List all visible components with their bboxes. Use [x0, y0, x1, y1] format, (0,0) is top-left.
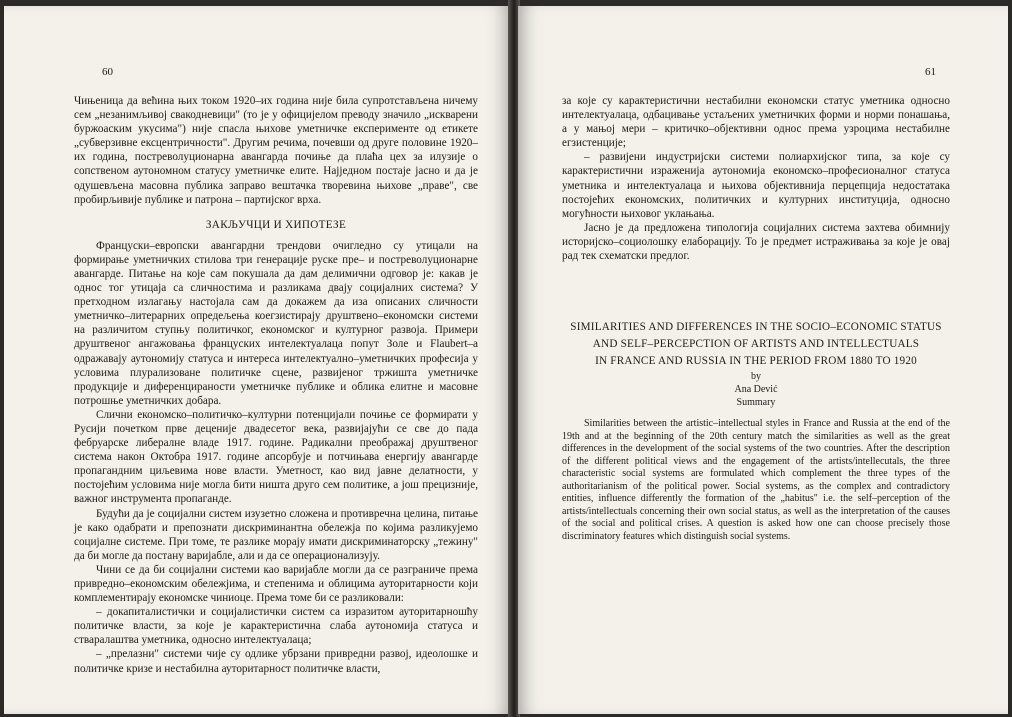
paragraph: Слични економско–политичко–културни потенцијали почиње се формирати у Русији почетком прве деценије двадесетог века, развијајући се све до пада фебруарске либералне владе 1917. године. Радикални преображај друштвеног система након Октобра 1917. године апсорбује и потчињава енергију авангарде пропагандним циљевима нове власти. Уметност, као вид јавне делатности, у постојећим условима није могла бити ништа друго сем политике, а још прецизније, важног инструмента пропаганде. — [74, 408, 478, 506]
list-item: – развијени индустријски системи полиархијског типа, за које су карактеристични израженија аутономија економско–професионалног статуса уметника и интелектуалаца и њихова објективнија перцепција недостатака постојећих економских, политичких и културних институција, односно могућности њиховог уклањања. — [562, 151, 950, 220]
title-line: SIMILARITIES AND DIFFERENCES IN THE SOCIO–ECONOMIC STATUS — [570, 321, 942, 334]
page-number: 61 — [925, 66, 936, 78]
paragraph: за које су карактеристични нестабилни економски статус уметника односно интелектуалаца, одбацивање устаљених уметничких форми и норми понашања, а у мањој мери – критичко–објективни однос према узроцима нестабилне егзистенције; — [562, 95, 950, 150]
page-number: 60 — [102, 66, 113, 78]
english-title — [562, 319, 950, 370]
paragraph: Чини се да би социјални системи као варијабле могли да се разграниче према привредно–економским обележјима, и степенима и облицима ауторитарности који комплементирају економске чиниоце. Према томе би се разликовали: — [74, 563, 478, 605]
section-heading: ЗАКЉУЧЦИ И ХИПОТЕЗЕ — [205, 218, 347, 231]
paragraph: Јасно је да предложена типологија социјалних система захтева обимнију историјско–социолошку елаборацију. То је предмет истраживања за које је овај рад тек схематски предлог. — [562, 221, 950, 263]
right-page — [518, 6, 1008, 714]
list-item: – „прелазни" системи чије су одлике убрзани привредни развој, идеолошке и политичке кризе и нестабилна ауторитарност политичке власти, — [74, 648, 478, 675]
paragraph: Француски–европски авангардни трендови очигледно су утицали на формирање уметничких стилова три генерације руске пре– и постреволуционарне авангарде. Питање на које сам покушала да дам делимични одговор је: какав је однос тог утицаја са сличностима и разликама двају социјалних система? У претходном излагању настојала сам да докажем да иза описаних сличности уметничко–литерарних опредељења коегзистирају друштвено–економски системи на различитом ступњу политичког, економског и културног развоја. Примери друштвеног ангажовања француских интелектуалаца попут Золе и Flaubert–а одражавају аутономију статуса и интереса интелектуално–уметничких професија у условима плурализоване политичке сцене, развијеног тржишта уметничке продукције и диференцираности уметничке публике и облика елитне и масовне потрошње уметничких добара. — [74, 239, 478, 407]
summary-heading: Summary — [736, 397, 776, 409]
title-line: AND SELF–PERCEPCTION OF ARTISTS AND INTELLECTUALS — [592, 338, 920, 351]
title-line: IN FRANCE AND RUSSIA IN THE PERIOD FROM 1880 TO 1920 — [595, 355, 917, 368]
paragraph: Будући да је социјални систем изузетно сложена и противречна целина, питање је како одабрати и препознати дискриминантна обележја по којима разликујемо социјалне системе. При томе, те разлике морају имати дискриминаторску „тежину" да би могле да постану варијабле, али и да се операционализују. — [74, 507, 478, 562]
author-name: Ana Dević — [734, 384, 778, 396]
list-item: – докапиталистички и социјалистички систем са изразитом ауторитарношћу политичке власти, за које је карактеристична слаба аутономија статуса и стваралаштва уметника, односно интелектуалаца; — [74, 606, 478, 647]
paragraph: Чињеница да већина њих током 1920–их година није била супротстављена ничему сем „незанимљивој свакодневици" (то је у официјелом преводу значило „искварени буржоаским укусима") није спасла њихове уметничке експерименте од етикете „субверзивне ексцентричности". Другим речима, почевши од друге половине 1920–их година, постреволуционарна авангарда почиње да плаћа цех за илузије о сопственом аутономном статусу уметничке елите. Најједном постаје јасно и да је одушевљена масовна публика заправо вештачка творевина њихове „праве", све пробирљивије публике и патрона – партијског врха. — [74, 95, 478, 206]
by-label: by — [751, 371, 761, 383]
summary-text: Similarities between the artistic–intellectual styles in France and Russia at the end of the 19th and at the beginning of the 20th century match the similarities as well as the great differences in the development of the social systems of the two countries. After the description of the different political views and the engagement of the artists/intellecutals, the three characteristic social systems are formulated which complement the three types of the authoritarianism of the political power. Social systems, as the complex and contradictory entities, influence differently the formation of the „habitus" i.e. the self–perception of the artists/intellectuals concerning their own social status, as well as the interpretation of the causes of the social and political crises. A question is asked how one can choose precisely those discriminatory features which distinguish social systems. — [562, 418, 950, 542]
left-page — [4, 6, 510, 714]
